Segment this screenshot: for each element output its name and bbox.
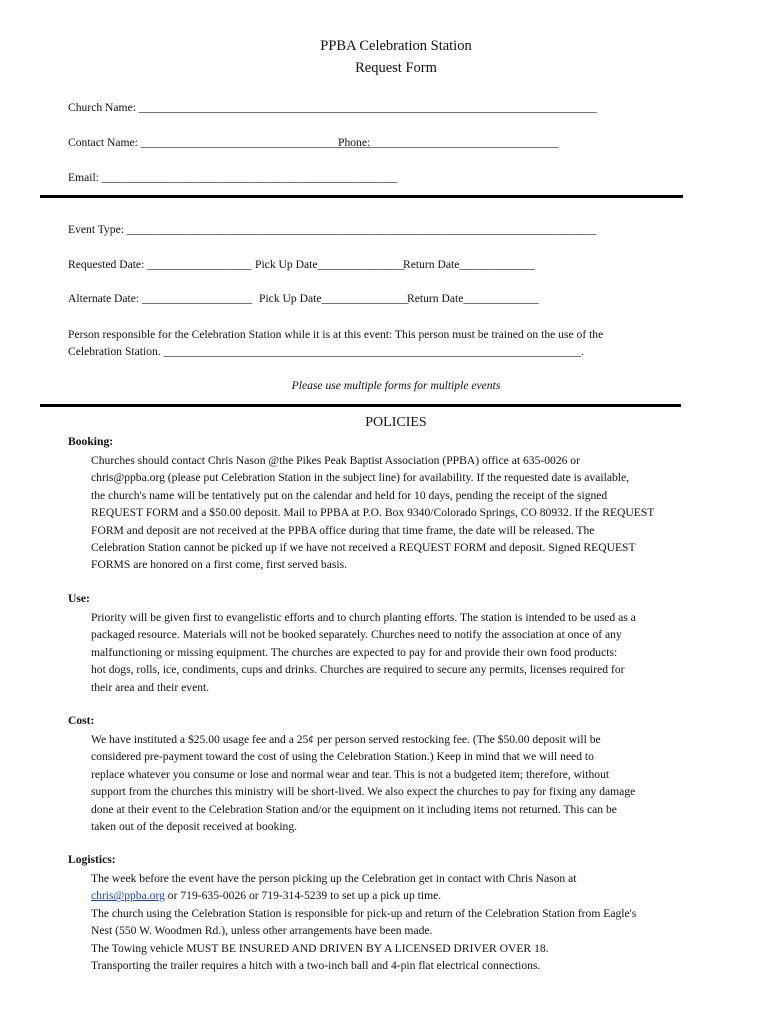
booking-line: REQUEST FORM and a $50.00 deposit. Mail to PPBA at P.O. Box 9340/Colorado Springs, CO 80932. If the REQUEST: [91, 506, 655, 520]
return-date-field[interactable]: Return Date_____________: [403, 258, 535, 271]
cost-line: We have instituted a $25.00 usage fee and a 25¢ per person served restocking fee. (The $50.00 deposit will be: [91, 733, 601, 746]
logistics-contact-text: or 719-635-0026 or 719-314-5239 to set up a pick up time.: [164, 889, 442, 903]
phone-field[interactable]: Phone: ________________________________: [338, 136, 559, 149]
alternate-return-date-field[interactable]: Return Date_____________: [407, 292, 539, 305]
logistics-line: The church using the Celebration Station is responsible for pick-up and return of the Celebration Station from Eagle's: [91, 906, 637, 920]
booking-line: the church's name will be tentatively put on the calendar and held for 10 days, pending the receipt of the signed: [91, 488, 608, 502]
use-line: their area and their event.: [91, 680, 210, 694]
cost-line: replace whatever you consume or lose and normal wear and tear. This is not a budgeted item; therefore, without: [91, 767, 610, 781]
use-line: Priority will be given first to evangelistic efforts and to church planting efforts. The station is intended to be used as a: [91, 611, 636, 624]
logistics-text: [91, 870, 731, 974]
booking-line: FORMS are honored on a first come, first served basis.: [91, 558, 347, 572]
logistics-line: The Towing vehicle MUST BE INSURED AND DRIVEN BY A LICENSED DRIVER OVER 18.: [91, 941, 549, 955]
booking-line: Churches should contact Chris Nason @the Pikes Peak Baptist Association (PPBA) office at 635-0026 or: [91, 454, 580, 467]
section-divider: [40, 195, 683, 198]
use-text: [91, 609, 731, 696]
cost-line: taken out of the deposit received at booking.: [91, 820, 298, 834]
requested-date-field[interactable]: Requested Date: __________________: [68, 258, 252, 271]
booking-text: [91, 452, 731, 574]
church-name-field[interactable]: Church Name: _______________________________________________________________________________: [68, 101, 597, 114]
logistics-contact-line: [91, 887, 731, 904]
cost-heading: Cost:: [68, 714, 95, 727]
responsible-person-field[interactable]: Celebration Station. ________________________________________________________________________.: [68, 345, 584, 358]
alternate-pickup-date-field[interactable]: Pick Up Date_______________: [259, 292, 409, 305]
use-line: malfunctioning or missing equipment. The churches are expected to pay for and provide their own food products:: [91, 645, 618, 659]
pickup-date-field[interactable]: Pick Up Date_______________: [255, 258, 405, 271]
form-title: PPBA Celebration Station: [320, 38, 472, 54]
cost-line: considered pre-payment toward the cost of using the Celebration Station.) Keep in mind that we will need to: [91, 750, 594, 764]
logistics-line: Nest (550 W. Woodmen Rd.), unless other arrangements have been made.: [91, 924, 433, 938]
cost-text: [91, 731, 731, 835]
email-field[interactable]: Email: ___________________________________________________: [68, 171, 398, 184]
multiple-forms-note: Please use multiple forms for multiple events: [291, 379, 501, 392]
logistics-heading: Logistics:: [68, 853, 116, 866]
use-heading: Use:: [68, 592, 90, 605]
alternate-date-field[interactable]: Alternate Date: ___________________: [68, 292, 253, 305]
contact-name-field[interactable]: Contact Name: ________________________________________: [68, 136, 373, 149]
cost-line: done at their event to the Celebration Station and/or the equipment on it including items not returned. This can be: [91, 802, 617, 816]
email-link[interactable]: chris@ppba.org: [91, 889, 165, 903]
use-line: hot dogs, rolls, ice, condiments, cups and drinks. Churches are required to secure any permits, licenses required for: [91, 663, 625, 677]
policies-title: POLICIES: [365, 415, 427, 430]
cost-line: support from the churches this ministry will be short-lived. We also expect the churches to pay for fixing any damage: [91, 785, 636, 799]
use-line: packaged resource. Materials will not be booked separately. Churches need to notify the association at once of any: [91, 628, 622, 642]
booking-line: chris@ppba.org (please put Celebration Station in the subject line) for availability. If the requested date is available,: [91, 471, 630, 485]
logistics-line: The week before the event have the person picking up the Celebration get in contact with Chris Nason at: [91, 872, 577, 885]
responsible-person-label: Person responsible for the Celebration Station while it is at this event: This person must be trained on the use of the: [68, 328, 604, 341]
form-subtitle: Request Form: [355, 60, 437, 76]
section-divider-2: [40, 404, 681, 407]
event-type-field[interactable]: Event Type: _________________________________________________________________________________: [68, 223, 597, 236]
logistics-line: Transporting the trailer requires a hitch with a two-inch ball and 4-pin flat electrical connections.: [91, 959, 541, 973]
booking-line: FORM and deposit are not received at the PPBA office during that time frame, the date will be released. The: [91, 523, 595, 537]
booking-heading: Booking:: [68, 435, 114, 448]
booking-line: Celebration Station cannot be picked up if we have not received a REQUEST FORM and deposit. Signed REQUEST: [91, 541, 636, 555]
